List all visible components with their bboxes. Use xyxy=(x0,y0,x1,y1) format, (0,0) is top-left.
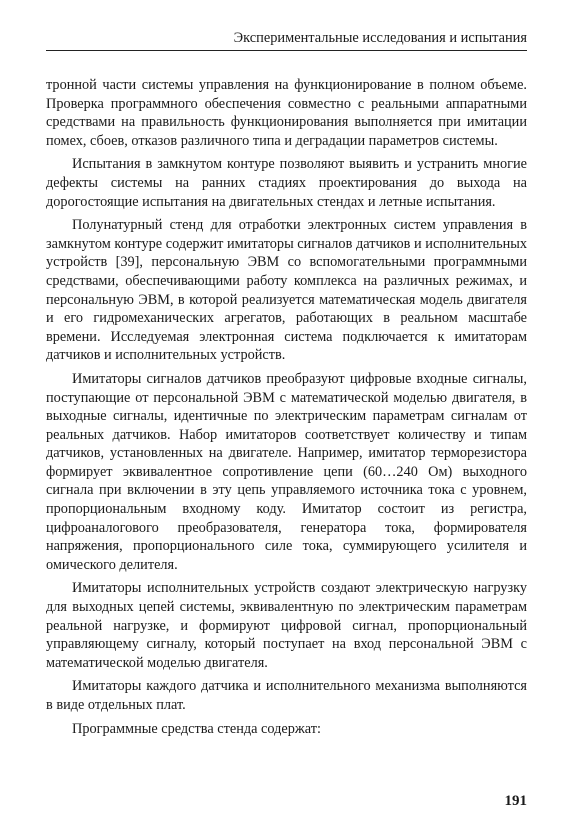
paragraph-continued: тронной части системы управления на функционирование в полном объеме. Проверка программного обеспечения совместно с реальными аппаратными средствами на правильность функционирования выполняется при имитации помех, сбоев, отказов различного типа и деградации параметров системы. xyxy=(46,77,527,149)
paragraph: Имитаторы сигналов датчиков преобразуют цифровые входные сигналы, поступающие от персональной ЭВМ с математической моделью двигателя, в выходные сигналы, идентичные по электрическим параметрам сигналам от реальных датчиков. Набор имитаторов соответствует количеству и типам датчиков, установленных на двигателе. Например, имитатор терморезистора формирует эквивалентное сопротивление цепи (60…240 Ом) выходного сигнала при включении в эту цепь управляемого источника тока с уровнем, пропорциональным входному коду. Имитатор состоит из регистра, цифроаналогового преобразователя, генератора тока, формирователя напряжения, пропорционального силе тока, суммирующего усилителя и омического делителя. xyxy=(46,370,527,573)
paragraph: Имитаторы каждого датчика и исполнительного механизма выполняются в виде отдельных плат. xyxy=(46,678,527,713)
body-text xyxy=(46,76,527,743)
running-header: Экспериментальные исследования и испытания xyxy=(46,29,527,51)
paragraph: Полунатурный стенд для отработки электронных систем управления в замкнутом контуре содержит имитаторы сигналов датчиков и исполнительных устройств [39], персональную ЭВМ со вспомогательными программными средствами, обеспечивающими работу комплекса на различных режимах, и персональную ЭВМ, в которой реализуется математическая модель двигателя и его гидромеханических агрегатов, работающих в реальном масштабе времени. Исследуемая электронная система подключается к имитаторам датчиков и исполнительных устройств. xyxy=(46,217,527,364)
paragraph: Программные средства стенда содержат: xyxy=(72,720,321,737)
paragraph: Испытания в замкнутом контуре позволяют выявить и устранить многие дефекты системы на ранних стадиях проектирования до выхода на дорогостоящие испытания на двигательных стендах и летные испытания. xyxy=(46,156,527,210)
paragraph: Имитаторы исполнительных устройств создают электрическую нагрузку для выходных цепей системы, эквивалентную по электрическим параметрам реальной нагрузке, и формируют цифровой сигнал, пропорциональный управляющему сигналу, который поступает на вход персональной ЭВМ с математической моделью двигателя. xyxy=(46,580,527,671)
page-number: 191 xyxy=(504,793,527,809)
